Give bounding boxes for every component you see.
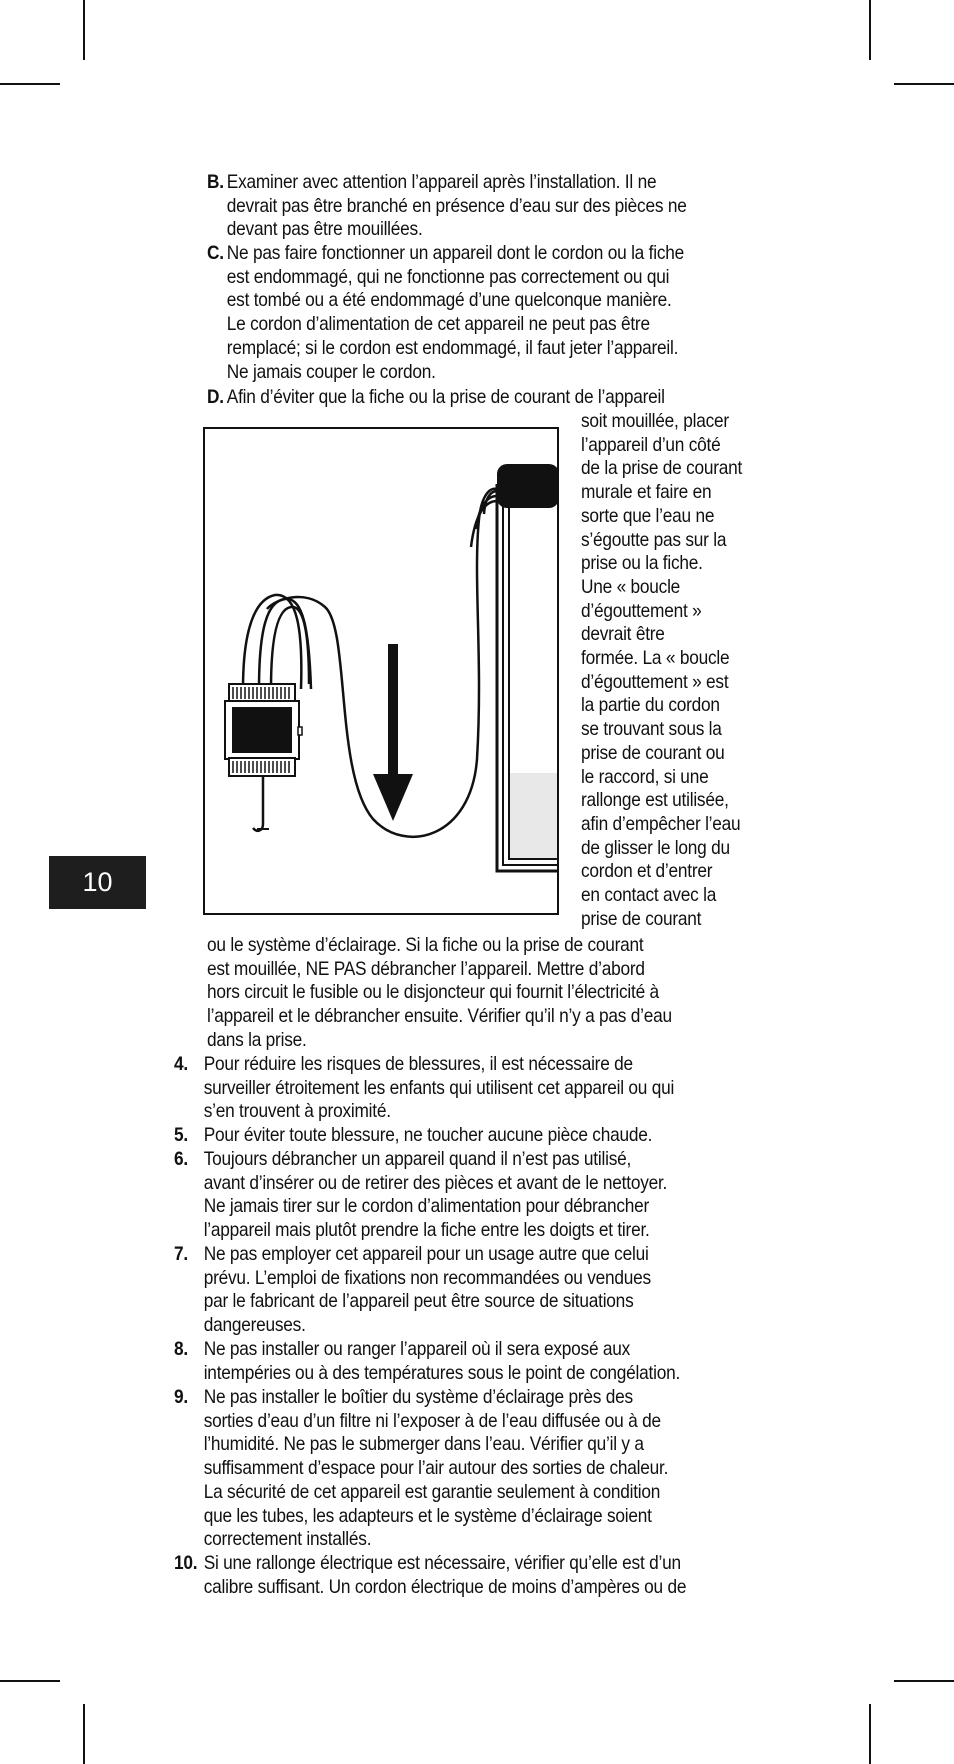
text-line: se trouvant sous la: [581, 719, 722, 741]
text-line: s’égoutte pas sur la: [581, 529, 727, 551]
text-line: par le fabricant de l’appareil peut être source de situations: [203, 1291, 634, 1313]
crop-mark: [83, 1704, 85, 1764]
sub-item-label: C.: [207, 243, 224, 264]
item-number: 7.: [174, 1244, 188, 1265]
text-line: est mouillée, NE PAS débrancher l’appareil. Mettre d’abord: [207, 958, 645, 980]
text-line: avant d’insérer ou de retirer des pièces et avant de le nettoyer.: [203, 1172, 668, 1194]
text-line: intempéries ou à des températures sous le point de congélation.: [203, 1362, 681, 1384]
text-line: prévu. L’emploi de fixations non recommandées ou vendues: [203, 1267, 651, 1289]
item-number: 4.: [174, 1054, 188, 1075]
water-fill: [510, 773, 557, 858]
text-line: cordon et d’entrer: [581, 861, 713, 883]
text-line: en contact avec la: [581, 885, 717, 907]
text-line: de glisser le long du: [581, 837, 730, 859]
page-number: 10: [82, 867, 113, 897]
text-line: l’humidité. Ne pas le submerger dans l’eau. Vérifier qu’il y a: [203, 1434, 644, 1456]
text-line: Pour réduire les risques de blessures, il est nécessaire de: [203, 1054, 633, 1075]
item-number: 6.: [174, 1149, 188, 1170]
down-arrow-icon: [373, 644, 413, 821]
text-line: murale et faire en: [581, 482, 712, 504]
text-line: l’appareil mais plutôt prendre la fiche entre les doigts et tirer.: [203, 1220, 650, 1242]
drip-loop-tail-text: [207, 934, 672, 1053]
text-line: prise ou la fiche.: [581, 553, 703, 575]
text-line: afin d’empêcher l’eau: [581, 813, 741, 835]
text-line: Afin d’éviter que la fiche ou la prise de courant de l’appareil: [226, 387, 665, 408]
drip-loop-illustration: [205, 429, 557, 913]
text-line: dangereuses.: [203, 1315, 306, 1337]
text-line: l’appareil d’un côté: [581, 434, 721, 456]
crop-mark: [0, 1680, 60, 1682]
crop-mark: [894, 83, 954, 85]
text-line: hors circuit le fusible ou le disjoncteur qui fournit l’électricité à: [207, 982, 659, 1004]
text-line: sorte que l’eau ne: [581, 505, 715, 527]
text-line: est endommagé, qui ne fonctionne pas correctement ou qui: [226, 266, 670, 288]
text-line: que les tubes, les adapteurs et le système d’éclairage soient: [203, 1505, 652, 1527]
item-number: 9.: [174, 1387, 188, 1408]
text-line: sorties d’eau d’un filtre ni l’exposer à de l’eau diffusée ou à de: [203, 1410, 661, 1432]
text-line: remplacé; si le cordon est endommagé, il faut jeter l’appareil.: [226, 337, 679, 359]
item-number: 10.: [174, 1553, 198, 1574]
text-line: Toujours débrancher un appareil quand il n’est pas utilisé,: [203, 1149, 632, 1170]
text-line: Ne pas installer le boîtier du système d’éclairage près des: [203, 1387, 633, 1408]
text-line: prise de courant: [581, 908, 702, 930]
text-line: devrait pas être branché en présence d’eau sur des pièces ne: [226, 195, 687, 217]
aquarium-tank-icon: [497, 464, 557, 871]
text-line: dans la prise.: [207, 1029, 307, 1051]
text-line: calibre suffisant. Un cordon électrique de moins d’ampères ou de: [203, 1576, 687, 1598]
text-line: Ne jamais couper le cordon.: [226, 361, 436, 383]
item-number: 8.: [174, 1339, 188, 1360]
text-line: Pour éviter toute blessure, ne toucher aucune pièce chaude.: [203, 1125, 653, 1146]
drip-loop-cord-icon: [243, 489, 497, 837]
crop-mark: [869, 0, 871, 60]
text-line: Ne jamais tirer sur le cordon d’alimentation pour débrancher: [203, 1196, 650, 1218]
page-number-tab: [49, 856, 146, 909]
text-line: ou le système d’éclairage. Si la fiche ou la prise de courant: [207, 935, 644, 956]
crop-mark: [894, 1680, 954, 1682]
text-line: suffisamment d’espace pour l’air autour des sorties de chaleur.: [203, 1458, 669, 1480]
text-line: surveiller étroitement les enfants qui utilisent cet appareil ou qui: [203, 1077, 675, 1099]
drip-loop-figure: [203, 427, 559, 915]
item-number: 5.: [174, 1125, 188, 1146]
text-line: Si une rallonge électrique est nécessaire, vérifier qu’elle est d’un: [203, 1553, 681, 1574]
text-line: correctement installés.: [203, 1529, 372, 1551]
text-line: devrait être: [581, 624, 665, 646]
text-line: rallonge est utilisée,: [581, 790, 729, 812]
text-line: s’en trouvent à proximité.: [203, 1101, 391, 1123]
crop-mark: [83, 0, 85, 60]
crop-mark: [869, 1704, 871, 1764]
text-line: l’appareil et le débrancher ensuite. Vérifier qu’il n’y a pas d’eau: [207, 1006, 672, 1028]
sub-item-label: D.: [207, 387, 224, 408]
text-line: Une « boucle: [581, 576, 681, 598]
text-line: d’égouttement » est: [581, 671, 729, 693]
crop-mark: [0, 83, 60, 85]
text-line: d’égouttement »: [581, 600, 702, 622]
text-line: Ne pas faire fonctionner un appareil dont le cordon ou la fiche: [226, 243, 684, 264]
text-line: formée. La « boucle: [581, 648, 730, 670]
drip-loop-wrap-text: [581, 410, 742, 931]
text-line: de la prise de courant: [581, 458, 743, 480]
text-line: devant pas être mouillées.: [226, 219, 423, 241]
text-line: Le cordon d’alimentation de cet appareil ne peut pas être: [226, 314, 650, 336]
sub-item-label: B.: [207, 172, 224, 193]
text-line: La sécurité de cet appareil est garantie seulement à condition: [203, 1481, 661, 1503]
power-strip-icon: [225, 684, 302, 831]
text-line: prise de courant ou: [581, 742, 725, 764]
text-line: Ne pas installer ou ranger l’appareil où il sera exposé aux: [203, 1339, 631, 1360]
text-line: le raccord, si une: [581, 766, 709, 788]
text-line: Ne pas employer cet appareil pour un usage autre que celui: [203, 1244, 649, 1265]
text-line: est tombé ou a été endommagé d’une quelconque manière.: [226, 290, 672, 312]
text-line: Examiner avec attention l’appareil après l’installation. Il ne: [226, 172, 657, 193]
text-line: soit mouillée, placer: [581, 411, 729, 432]
text-line: la partie du cordon: [581, 695, 720, 717]
